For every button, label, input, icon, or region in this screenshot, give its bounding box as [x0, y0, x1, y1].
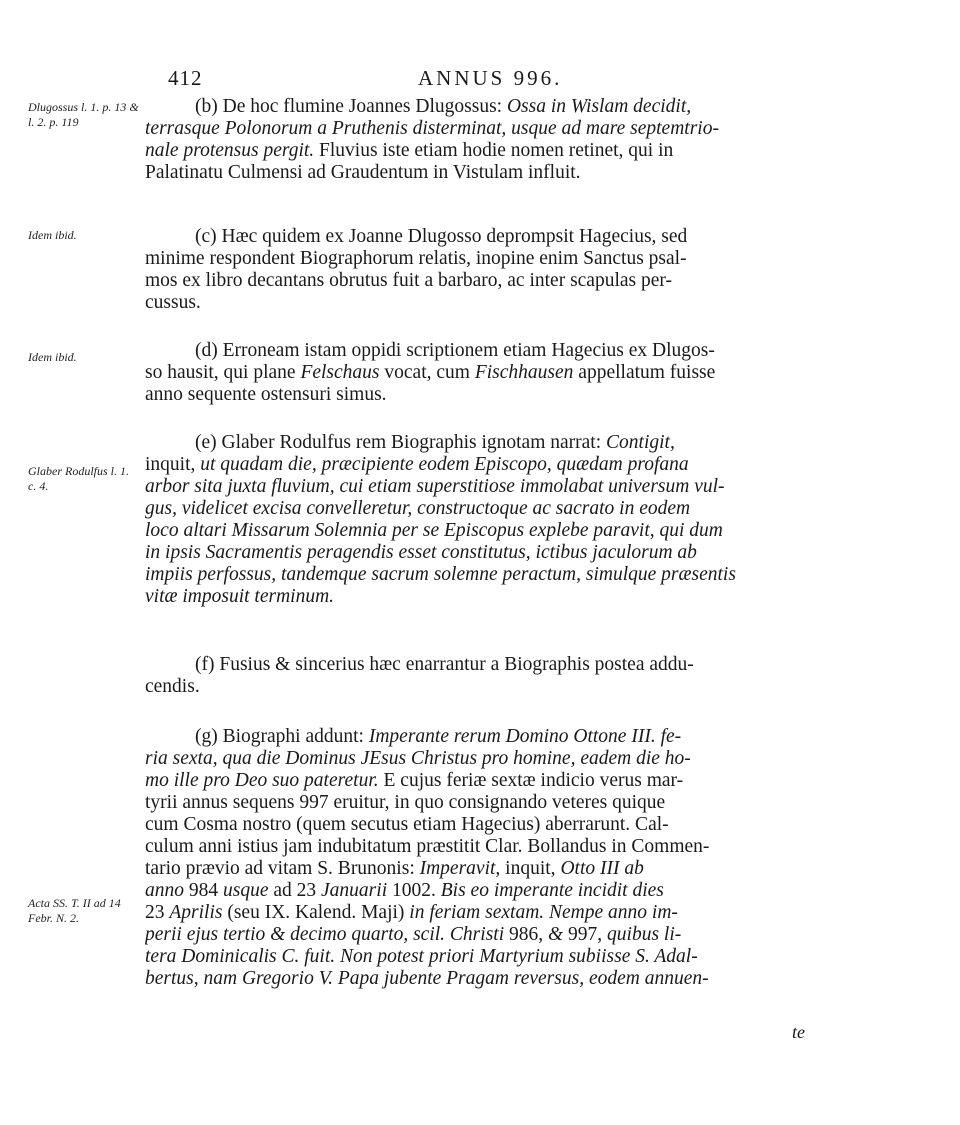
note-d-line	[145, 384, 840, 406]
roman-text: 986,	[504, 924, 548, 945]
italic-text: tera Dominicalis C. fuit. Non potest priori Martyrium subiisse S. Adal-	[145, 946, 698, 967]
italic-text: Aprilis	[169, 902, 223, 923]
note-g-line	[145, 792, 840, 814]
note-e-line	[195, 432, 890, 454]
margin-note: Dlugossus l. 1. p. 13 & l. 2. p. 119	[28, 100, 139, 129]
italic-text: Januarii	[321, 880, 388, 901]
italic-text: ria sexta, qua die Dominus JEsus Christus pro homine, eadem die ho-	[145, 748, 691, 769]
italic-text: anno	[145, 880, 184, 901]
roman-text: mos ex libro decantans obrutus fuit a barbaro, ac inter scapulas per-	[145, 270, 673, 291]
roman-text: appellatum fuisse	[573, 362, 716, 383]
italic-text: Fischhausen	[474, 362, 574, 383]
note-e-line	[145, 542, 840, 564]
roman-text: Palatinatu Culmensi ad Graudentum in Vistulam influit.	[145, 162, 581, 183]
italic-text: loco altari Missarum Solemnia per se Episcopus explebe paravit, qui dum	[145, 520, 723, 541]
roman-text: tyrii annus sequens 997 eruitur, in quo consignando veteres quique	[145, 792, 666, 813]
roman-text: cendis.	[145, 676, 200, 697]
note-g-line	[145, 968, 840, 990]
roman-text: inquit,	[500, 858, 561, 879]
italic-text: quibus li-	[607, 924, 682, 945]
roman-text: 23	[145, 902, 170, 923]
roman-text: vocat, cum	[379, 362, 475, 383]
roman-text: E cujus feriæ sextæ indicio verus mar-	[378, 770, 684, 791]
margin-note: Idem ibid.	[28, 228, 77, 242]
italic-text: ut quadam die, præcipiente eodem Episcopo, quædam profana	[200, 454, 689, 475]
note-c-line	[195, 226, 890, 248]
margin-note: Acta SS. T. II ad 14 Febr. N. 2.	[28, 896, 121, 925]
roman-text: (c) Hæc quidem ex Joanne Dlugosso deprompsit Hagecius, sed	[195, 226, 688, 247]
running-title: ANNUS 996.	[418, 66, 563, 90]
note-c-line	[145, 270, 840, 292]
italic-text: Bis eo imperante incidit dies	[440, 880, 664, 901]
catchword: te	[792, 1022, 805, 1042]
italic-text: Imperavit,	[419, 858, 501, 879]
italic-text: &	[548, 924, 564, 945]
note-f-line	[195, 654, 890, 676]
roman-text: inquit,	[145, 454, 201, 475]
italic-text: mo ille pro Deo suo pateretur.	[145, 770, 379, 791]
note-f-line	[145, 676, 840, 698]
italic-text: Ossa in Wislam decidit,	[506, 96, 692, 117]
roman-text: cussus.	[145, 292, 201, 313]
note-e-line	[145, 498, 840, 520]
note-e-line	[145, 454, 840, 476]
italic-text: terrasque Polonorum a Pruthenis disterminat, usque ad mare septemtrio-	[145, 118, 719, 139]
note-g-line	[145, 814, 840, 836]
roman-text: cum Cosma nostro (quem secutus etiam Hagecius) aberrarunt. Cal-	[145, 814, 669, 835]
roman-text: so hausit, qui plane	[145, 362, 301, 383]
page-number: 412	[168, 66, 203, 90]
italic-text: in feriam sextam. Nempe anno im-	[409, 902, 678, 923]
italic-text: in ipsis Sacramentis peragendis esset constitutus, ictibus jaculorum ab	[145, 542, 697, 563]
roman-text: ad 23	[268, 880, 322, 901]
note-g-line	[195, 726, 890, 748]
roman-text: (e) Glaber Rodulfus rem Biographis ignotam narrat:	[195, 432, 607, 453]
note-b-line	[195, 96, 890, 118]
italic-text: vitæ imposuit terminum.	[145, 586, 335, 607]
roman-text: (seu IX. Kalend. Maji)	[222, 902, 410, 923]
italic-text: usque	[223, 880, 269, 901]
note-d-line	[145, 362, 840, 384]
note-c-line	[145, 248, 840, 270]
roman-text: (g) Biographi addunt:	[195, 726, 369, 747]
margin-note: Glaber Rodulfus l. 1. c. 4.	[28, 464, 129, 493]
margin-note: Idem ibid.	[28, 350, 77, 364]
italic-text: nale protensus pergit.	[145, 140, 315, 161]
roman-text: anno sequente ostensuri simus.	[145, 384, 387, 405]
note-e-line	[145, 564, 840, 586]
note-g-line	[145, 836, 840, 858]
note-e-line	[145, 476, 840, 498]
note-g-line	[145, 748, 840, 770]
roman-text: culum anni istius jam indubitatum præstitit Clar. Bollandus in Commen-	[145, 836, 710, 857]
note-b-line	[145, 162, 840, 184]
roman-text: 997,	[563, 924, 608, 945]
italic-text: gus, videlicet excisa convelleretur, constructoque ac sacrato in eodem	[145, 498, 691, 519]
italic-text: Contigit,	[606, 432, 675, 453]
italic-text: Otto III ab	[560, 858, 644, 879]
roman-text: (b) De hoc flumine Joannes Dlugossus:	[195, 96, 507, 117]
note-b-line	[145, 140, 840, 162]
note-g-line	[145, 924, 840, 946]
note-g-line	[145, 902, 840, 924]
roman-text: tario prævio ad vitam S. Brunonis:	[145, 858, 420, 879]
note-b-line	[145, 118, 840, 140]
note-d-line	[195, 340, 890, 362]
italic-text: Imperante rerum Domino Ottone III. fe-	[368, 726, 682, 747]
italic-text: bertus, nam Gregorio V. Papa jubente Pragam reversus, eodem annuen-	[145, 968, 709, 989]
italic-text: Felschaus	[300, 362, 380, 383]
note-g-line	[145, 946, 840, 968]
italic-text: impiis perfossus, tandemque sacrum solemne peractum, simulque præsentis	[145, 564, 736, 585]
note-e-line	[145, 586, 840, 608]
note-g-line	[145, 770, 840, 792]
italic-text: arbor sita juxta fluvium, cui etiam superstitiose immolabat universum vul-	[145, 476, 725, 497]
note-g-line	[145, 858, 840, 880]
roman-text: (d) Erroneam istam oppidi scriptionem etiam Hagecius ex Dlugos-	[195, 340, 715, 361]
note-e-line	[145, 520, 840, 542]
italic-text: perii ejus tertio & decimo quarto, scil. Christi	[145, 924, 505, 945]
page-header	[0, 66, 960, 96]
roman-text: minime respondent Biographorum relatis, inopine enim Sanctus psal-	[145, 248, 687, 269]
roman-text: (f) Fusius & sincerius hæc enarrantur a Biographis postea addu-	[195, 654, 694, 675]
note-g-line	[145, 880, 840, 902]
roman-text: Fluvius iste etiam hodie nomen retinet, qui in	[314, 140, 674, 161]
roman-text: 1002.	[387, 880, 441, 901]
note-c-line	[145, 292, 840, 314]
roman-text: 984	[184, 880, 223, 901]
